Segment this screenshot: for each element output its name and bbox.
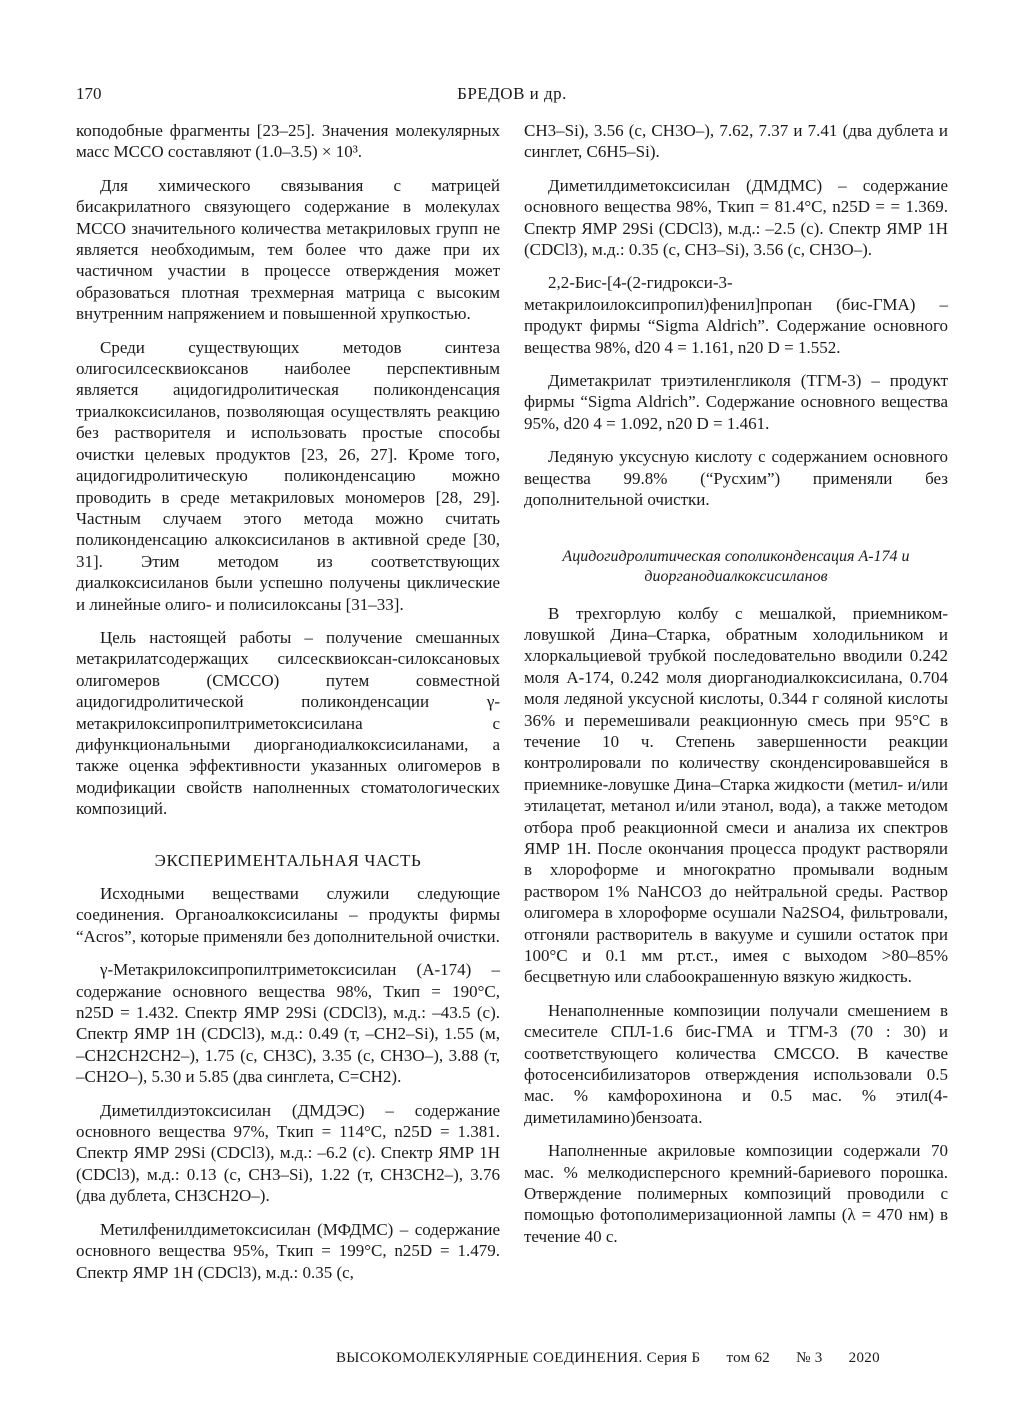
paragraph: Ненаполненные композиции получали смешением в смесителе СПЛ-1.6 бис-ГМА и ТГМ-3 (70 : 30) и соответствующего количества СМССО. В качестве фотосенсибилизаторов отверждения использовали 0.5 мас. % камфорохинона и 0.5 мас. % этил(4-диметиламино)бензоата.: [524, 1000, 948, 1127]
paragraph: Ледяную уксусную кислоту с содержанием основного вещества 99.8% (“Русхим”) применяли без дополнительной очистки.: [524, 447, 948, 510]
paragraph: Метилфенилдиметоксисилан (МФДМС) – содержание основного вещества 95%, Tкип = 199°C, n25D = 1.479. Спектр ЯМР 1H (CDCl3), м.д.: 0.35 (с,: [76, 1219, 500, 1282]
journal-issue: № 3: [796, 1350, 823, 1366]
paragraph: Диметакрилат триэтиленгликоля (ТГМ-3) – продукт фирмы “Sigma Aldrich”. Содержание основного вещества 95%, d20 4 = 1.092, n20 D = 1.461.: [524, 371, 948, 433]
running-head-authors: БРЕДОВ и др.: [457, 84, 567, 103]
paragraph: Исходными веществами служили следующие соединения. Органоалкоксисиланы – продукты фирмы “Acros”, которые применяли без дополнительной очистки.: [76, 884, 500, 946]
paragraph: CH3–Si), 3.56 (с, CH3O–), 7.62, 7.37 и 7.41 (два дублета и синглет, C6H5–Si).: [524, 121, 948, 162]
subsection-heading: Ацидогидролитическая сополиконденсация А-174 и диорганодиалкоксисиланов: [562, 547, 910, 585]
paragraph: Наполненные акриловые композиции содержали 70 мас. % мелкодисперсного кремний-бариевого порошка. Отверждение полимерных композиций проводили с помощью фотополимеризационной лампы (λ = 470 нм) в течение 40 с.: [524, 1141, 948, 1246]
page-number: 170: [76, 84, 102, 103]
paragraph: Цель настоящей работы – получение смешанных метакрилатсодержащих силсесквиоксан-силоксановых олигомеров (СМССО) путем совместной ацидогидролитической поликонденсации γ-метакрилоксипропилтриметоксисилана с дифункциональными диорганодиалкоксисиланами, а также оценка эффективности указанных олигомеров в модификации свойств наполненных стоматологических композиций.: [76, 627, 500, 819]
running-header: [76, 84, 948, 108]
left-column: [76, 120, 500, 1295]
paragraph: В трехгорлую колбу с мешалкой, приемником-ловушкой Дина–Старка, обратным холодильником и хлоркальциевой трубкой последовательно вводили 0.242 моля А-174, 0.242 моля диорганодиалкоксисилана, 0.704 моля ледяной уксусной кислоты, 0.344 г соляной кислоты 36% и перемешивали реакционную смесь при 95°C в течение 10 ч. Степень завершенности реакции контролировали по количеству сконденсировавшейся в приемнике-ловушке Дина–Старка жидкости (метил- и/или этилацетат, метанол и/или этанол, вода), а также методом отбора проб реакционной смеси и анализа их спектров ЯМР 1H. После окончания процесса продукт растворяли в хлороформе и многократно промывали водным раствором 1% NaHCO3 до нейтральной среды. Раствор олигомера в хлороформе осушали Na2SO4, фильтровали, отгоняли растворитель в вакууме и сушили остаток при 100°C и 0.1 мм рт.ст., имея с выходом >80–85% бесцветную или слабоокрашенную вязкую жидкость.: [524, 603, 948, 987]
journal-name: ВЫСОКОМОЛЕКУЛЯРНЫЕ СОЕДИНЕНИЯ. Серия Б: [336, 1350, 701, 1366]
right-column: [524, 120, 948, 1259]
paragraph: Диметилдиметоксисилан (ДМДМС) – содержание основного вещества 98%, Tкип = 81.4°C, n25D = = 1.369. Спектр ЯМР 29Si (CDCl3), м.д.: –2.5 (с). Спектр ЯМР 1H (CDCl3), м.д.: 0.35 (с, CH3–Si), 3.56 (с, CH3O–).: [524, 175, 948, 260]
journal-volume: том 62: [726, 1350, 771, 1366]
paragraph: Для химического связывания с матрицей бисакрилатного связующего содержание в молекулах МССО значительного количества метакриловых групп не является необходимым, тем более что даже при их частичном участии в процессе отверждения может образоваться плотная трехмерная матрица с высоким внутренним напряжением и повышенной хрупкостью.: [76, 175, 500, 324]
paragraph: γ-Метакрилоксипропилтриметоксисилан (А-174) – содержание основного вещества 98%, Tкип = 190°C, n25D = 1.432. Спектр ЯМР 29Si (CDCl3), м.д.: –43.5 (с). Спектр ЯМР 1H (CDCl3), м.д.: 0.49 (т, –CH2–Si), 1.55 (м, –CH2CH2CH2–), 1.75 (с, CH3C), 3.35 (с, CH3O–), 3.88 (т, –CH2O–), 5.30 и 5.85 (два синглета, C=CH2).: [76, 960, 500, 1087]
paragraph: Среди существующих методов синтеза олигосилсесквиоксанов наиболее перспективным является ацидогидролитическая поликонденсация триалкоксисиланов, позволяющая осуществлять реакцию без растворителя и использовать простые способы очистки целевых продуктов [23, 26, 27]. Кроме того, ацидогидролитическую поликонденсацию можно проводить в среде метакриловых мономеров [28, 29]. Частным случаем этого метода можно считать поликонденсацию алкоксисиланов в активной среде [30, 31]. Этим методом из соответствующих диалкоксисиланов были успешно получены циклические и линейные олиго- и полисилоксаны [31–33].: [76, 337, 500, 614]
journal-footer: [336, 1350, 956, 1367]
paragraph: коподобные фрагменты [23–25]. Значения молекулярных масс МССО составляют (1.0–3.5) × 10³.: [76, 121, 500, 162]
paragraph: Диметилдиэтоксисилан (ДМДЭС) – содержание основного вещества 97%, Tкип = 114°C, n25D = 1.381. Спектр ЯМР 29Si (CDCl3), м.д.: –6.2 (с). Спектр ЯМР 1H (CDCl3), м.д.: 0.13 (с, CH3–Si), 1.22 (т, CH3CH2–), 3.76 (два дублета, CH3CH2O–).: [76, 1100, 500, 1206]
paragraph: 2,2-Бис-[4-(2-гидрокси-3-метакрилоилоксипропил)фенил]пропан (бис-ГМА) – продукт фирмы “Sigma Aldrich”. Содержание основного вещества 98%, d20 4 = 1.161, n20 D = 1.552.: [524, 273, 948, 357]
journal-year: 2020: [848, 1350, 880, 1366]
section-heading: ЭКСПЕРИМЕНТАЛЬНАЯ ЧАСТЬ: [154, 850, 422, 870]
